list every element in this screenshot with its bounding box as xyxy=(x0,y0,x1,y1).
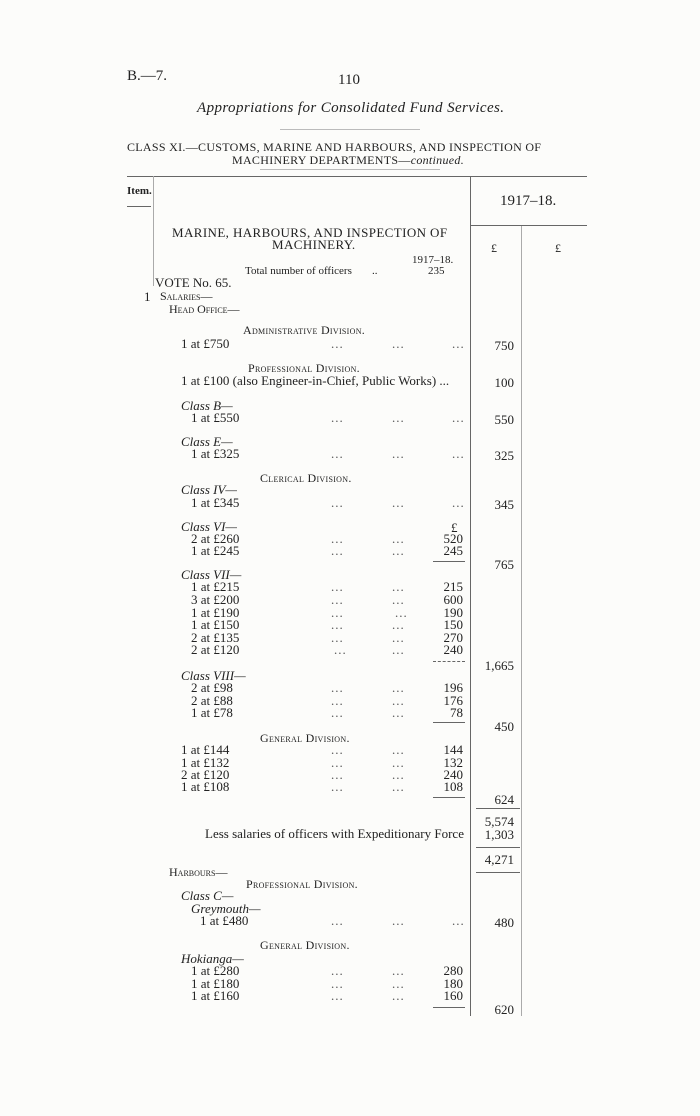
leader-dots: ... xyxy=(331,988,344,1003)
officers-year-label: 1917–18. xyxy=(412,254,454,266)
officers-label: Total number of officers xyxy=(245,265,352,277)
general-row-label: 2 at £120 xyxy=(181,767,230,782)
hokianga-heading: Hokianga— xyxy=(181,951,244,966)
salaries-heading: Salaries— xyxy=(160,289,213,303)
hokianga-row-label: 1 at £280 xyxy=(191,963,240,978)
class-vii-row-amount: 190 xyxy=(443,605,463,620)
general-sum-rule xyxy=(433,797,465,798)
page-title: Appropriations for Consolidated Fund Services. xyxy=(197,100,505,116)
item-header-underline xyxy=(127,206,151,207)
leader-dots: ... xyxy=(331,963,344,978)
leader-dots: ... xyxy=(331,705,344,720)
document-reference: B.—7. xyxy=(127,68,168,84)
class-vi-row-label: 1 at £245 xyxy=(191,543,240,558)
officers-count: 235 xyxy=(428,265,445,277)
leader-dots: ... xyxy=(452,495,465,510)
class-viii-row-amount: 78 xyxy=(450,705,463,720)
leader-dots: ... xyxy=(452,446,465,461)
less-expeditionary-label: Less salaries of officers with Expeditionary Force xyxy=(205,826,464,841)
class-vii-row-amount: 240 xyxy=(443,642,463,657)
class-vi-total: 765 xyxy=(494,557,514,572)
admin-line: 1 at £750 xyxy=(181,336,230,351)
item-column-rule xyxy=(153,176,154,286)
leader-dots: ... xyxy=(331,913,344,928)
class-b-total: 550 xyxy=(494,412,514,427)
leader-dots: ... xyxy=(331,976,344,991)
hokianga-row-label: 1 at £180 xyxy=(191,976,240,991)
subtotal-rule xyxy=(476,808,520,809)
class-iv-line: 1 at £345 xyxy=(191,495,240,510)
class-vi-row-amount: 245 xyxy=(443,543,463,558)
leader-dots: ... xyxy=(331,630,344,645)
year-header-underline xyxy=(470,225,587,226)
general-total: 624 xyxy=(494,792,514,807)
leader-dots: ... xyxy=(452,913,465,928)
hokianga-total: 620 xyxy=(494,1002,514,1017)
subtotal: 5,574 xyxy=(484,814,514,829)
class-vii-row-label: 1 at £215 xyxy=(191,579,240,594)
officers-separator: .. xyxy=(372,265,378,277)
class-iv-total: 345 xyxy=(494,497,514,512)
class-vii-sum-rule xyxy=(433,661,465,662)
class-viii-row-label: 1 at £78 xyxy=(191,705,233,720)
leader-dots: ... xyxy=(331,755,344,770)
leader-dots: ... xyxy=(452,410,465,425)
leader-dots: ... xyxy=(331,767,344,782)
class-vii-row-amount: 150 xyxy=(443,617,463,632)
leader-dots: ... xyxy=(392,410,405,425)
class-b-heading: Class B— xyxy=(181,398,233,413)
general-division-heading: General Division. xyxy=(260,731,350,745)
leader-dots: ... xyxy=(392,705,405,720)
net-total-rule-top xyxy=(476,847,520,848)
department-title-line2: MACHINERY. xyxy=(272,237,356,252)
leader-dots: ... xyxy=(392,642,405,657)
prof-total: 100 xyxy=(494,375,514,390)
leader-dots: ... xyxy=(392,767,405,782)
class-e-heading: Class E— xyxy=(181,434,233,449)
general-row-amount: 108 xyxy=(443,779,463,794)
hokianga-row-label: 1 at £160 xyxy=(191,988,240,1003)
prof-line: 1 at £100 (also Engineer-in-Chief, Public Works) ... xyxy=(181,373,450,388)
leader-dots: ... xyxy=(331,693,344,708)
leader-dots: ... xyxy=(331,495,344,510)
amount-column-mid-rule xyxy=(521,226,522,1016)
class-heading-rule xyxy=(260,169,440,170)
greymouth-heading: Greymouth— xyxy=(191,901,261,916)
leader-dots: ... xyxy=(392,495,405,510)
harbours-general-division-heading: General Division. xyxy=(260,938,350,952)
leader-dots: ... xyxy=(334,642,347,657)
hokianga-row-amount: 180 xyxy=(443,976,463,991)
item-number: 1 xyxy=(144,289,151,304)
leader-dots: ... xyxy=(331,410,344,425)
leader-dots: ... xyxy=(392,693,405,708)
leader-dots: ... xyxy=(392,579,405,594)
class-viii-row-label: 2 at £98 xyxy=(191,680,233,695)
leader-dots: ... xyxy=(392,988,405,1003)
class-heading-line2-italic: continued. xyxy=(410,153,465,167)
year-column-header: 1917–18. xyxy=(500,193,557,209)
clerical-division-heading: Clerical Division. xyxy=(260,471,352,485)
admin-total: 750 xyxy=(494,338,514,353)
general-row-amount: 144 xyxy=(443,742,463,757)
class-vi-pound: £ xyxy=(451,520,458,535)
class-heading-line2 xyxy=(232,153,464,168)
class-vii-row-amount: 270 xyxy=(443,630,463,645)
less-expeditionary-amount: 1,303 xyxy=(484,827,514,842)
class-viii-heading: Class VIII— xyxy=(181,668,246,683)
class-vii-row-label: 3 at £200 xyxy=(191,592,240,607)
class-vi-sum-rule xyxy=(433,561,465,562)
leader-dots: ... xyxy=(452,336,465,351)
class-vi-row-amount: 520 xyxy=(443,531,463,546)
leader-dots: ... xyxy=(392,617,405,632)
leader-dots: ... xyxy=(331,531,344,546)
vote-number: VOTE No. 65. xyxy=(155,275,232,290)
class-viii-row-amount: 196 xyxy=(443,680,463,695)
pound-column-left: £ xyxy=(491,241,497,255)
admin-division-heading: Administrative Division. xyxy=(243,323,366,337)
leader-dots: ... xyxy=(392,963,405,978)
item-column-header: Item. xyxy=(127,185,152,197)
class-vi-row-label: 2 at £260 xyxy=(191,531,240,546)
leader-dots: ... xyxy=(331,779,344,794)
class-vii-row-label: 2 at £120 xyxy=(191,642,240,657)
leader-dots: ... xyxy=(331,605,344,620)
class-vii-row-amount: 600 xyxy=(443,592,463,607)
leader-dots: ... xyxy=(392,742,405,757)
title-rule xyxy=(280,129,420,130)
general-row-amount: 240 xyxy=(443,767,463,782)
class-vii-row-label: 2 at £135 xyxy=(191,630,240,645)
general-row-label: 1 at £144 xyxy=(181,742,230,757)
leader-dots: ... xyxy=(392,592,405,607)
general-row-label: 1 at £108 xyxy=(181,779,230,794)
class-vii-heading: Class VII— xyxy=(181,567,242,582)
hokianga-row-amount: 280 xyxy=(443,963,463,978)
leader-dots: ... xyxy=(331,592,344,607)
class-e-line: 1 at £325 xyxy=(191,446,240,461)
pound-column-right: £ xyxy=(555,241,561,255)
leader-dots: ... xyxy=(392,680,405,695)
leader-dots: ... xyxy=(331,680,344,695)
class-heading-line2-main: MACHINERY DEPARTMENTS— xyxy=(232,153,411,167)
leader-dots: ... xyxy=(392,779,405,794)
leader-dots: ... xyxy=(392,913,405,928)
leader-dots: ... xyxy=(392,755,405,770)
class-iv-heading: Class IV— xyxy=(181,482,237,497)
leader-dots: ... xyxy=(392,543,405,558)
class-vii-row-label: 1 at £190 xyxy=(191,605,240,620)
class-vii-total: 1,665 xyxy=(484,658,514,673)
head-office-heading: Head Office— xyxy=(169,302,240,316)
class-viii-row-label: 2 at £88 xyxy=(191,693,233,708)
net-total: 4,271 xyxy=(484,852,514,867)
class-vii-row-amount: 215 xyxy=(443,579,463,594)
class-c-heading: Class C— xyxy=(181,888,234,903)
hokianga-row-amount: 160 xyxy=(443,988,463,1003)
leader-dots: ... xyxy=(331,543,344,558)
class-b-line: 1 at £550 xyxy=(191,410,240,425)
class-vi-heading: Class VI— xyxy=(181,519,237,534)
amount-column-left-rule xyxy=(470,176,471,1016)
leader-dots: ... xyxy=(331,336,344,351)
greymouth-total: 480 xyxy=(494,915,514,930)
prof-division-heading: Professional Division. xyxy=(248,361,360,375)
leader-dots: ... xyxy=(331,579,344,594)
table-top-rule xyxy=(127,176,587,177)
department-title-line1: MARINE, HARBOURS, AND INSPECTION OF xyxy=(172,225,448,240)
leader-dots: ... xyxy=(331,742,344,757)
class-vii-row-label: 1 at £150 xyxy=(191,617,240,632)
class-viii-total: 450 xyxy=(494,719,514,734)
class-viii-sum-rule xyxy=(433,722,465,723)
leader-dots: ... xyxy=(392,976,405,991)
general-row-amount: 132 xyxy=(443,755,463,770)
class-heading-line1: CLASS XI.—CUSTOMS, MARINE AND HARBOURS, AND INSPECTION OF xyxy=(127,140,542,154)
general-row-label: 1 at £132 xyxy=(181,755,230,770)
leader-dots: ... xyxy=(395,605,408,620)
hokianga-sum-rule xyxy=(433,1007,465,1008)
net-total-rule-bottom xyxy=(476,872,520,873)
leader-dots: ... xyxy=(392,336,405,351)
page-number: 110 xyxy=(338,72,360,88)
greymouth-line: 1 at £480 xyxy=(200,913,249,928)
class-viii-row-amount: 176 xyxy=(443,693,463,708)
leader-dots: ... xyxy=(392,531,405,546)
leader-dots: ... xyxy=(392,630,405,645)
leader-dots: ... xyxy=(392,446,405,461)
harbours-prof-division-heading: Professional Division. xyxy=(246,877,358,891)
class-e-total: 325 xyxy=(494,448,514,463)
harbours-heading: Harbours— xyxy=(169,865,228,879)
leader-dots: ... xyxy=(331,446,344,461)
leader-dots: ... xyxy=(331,617,344,632)
